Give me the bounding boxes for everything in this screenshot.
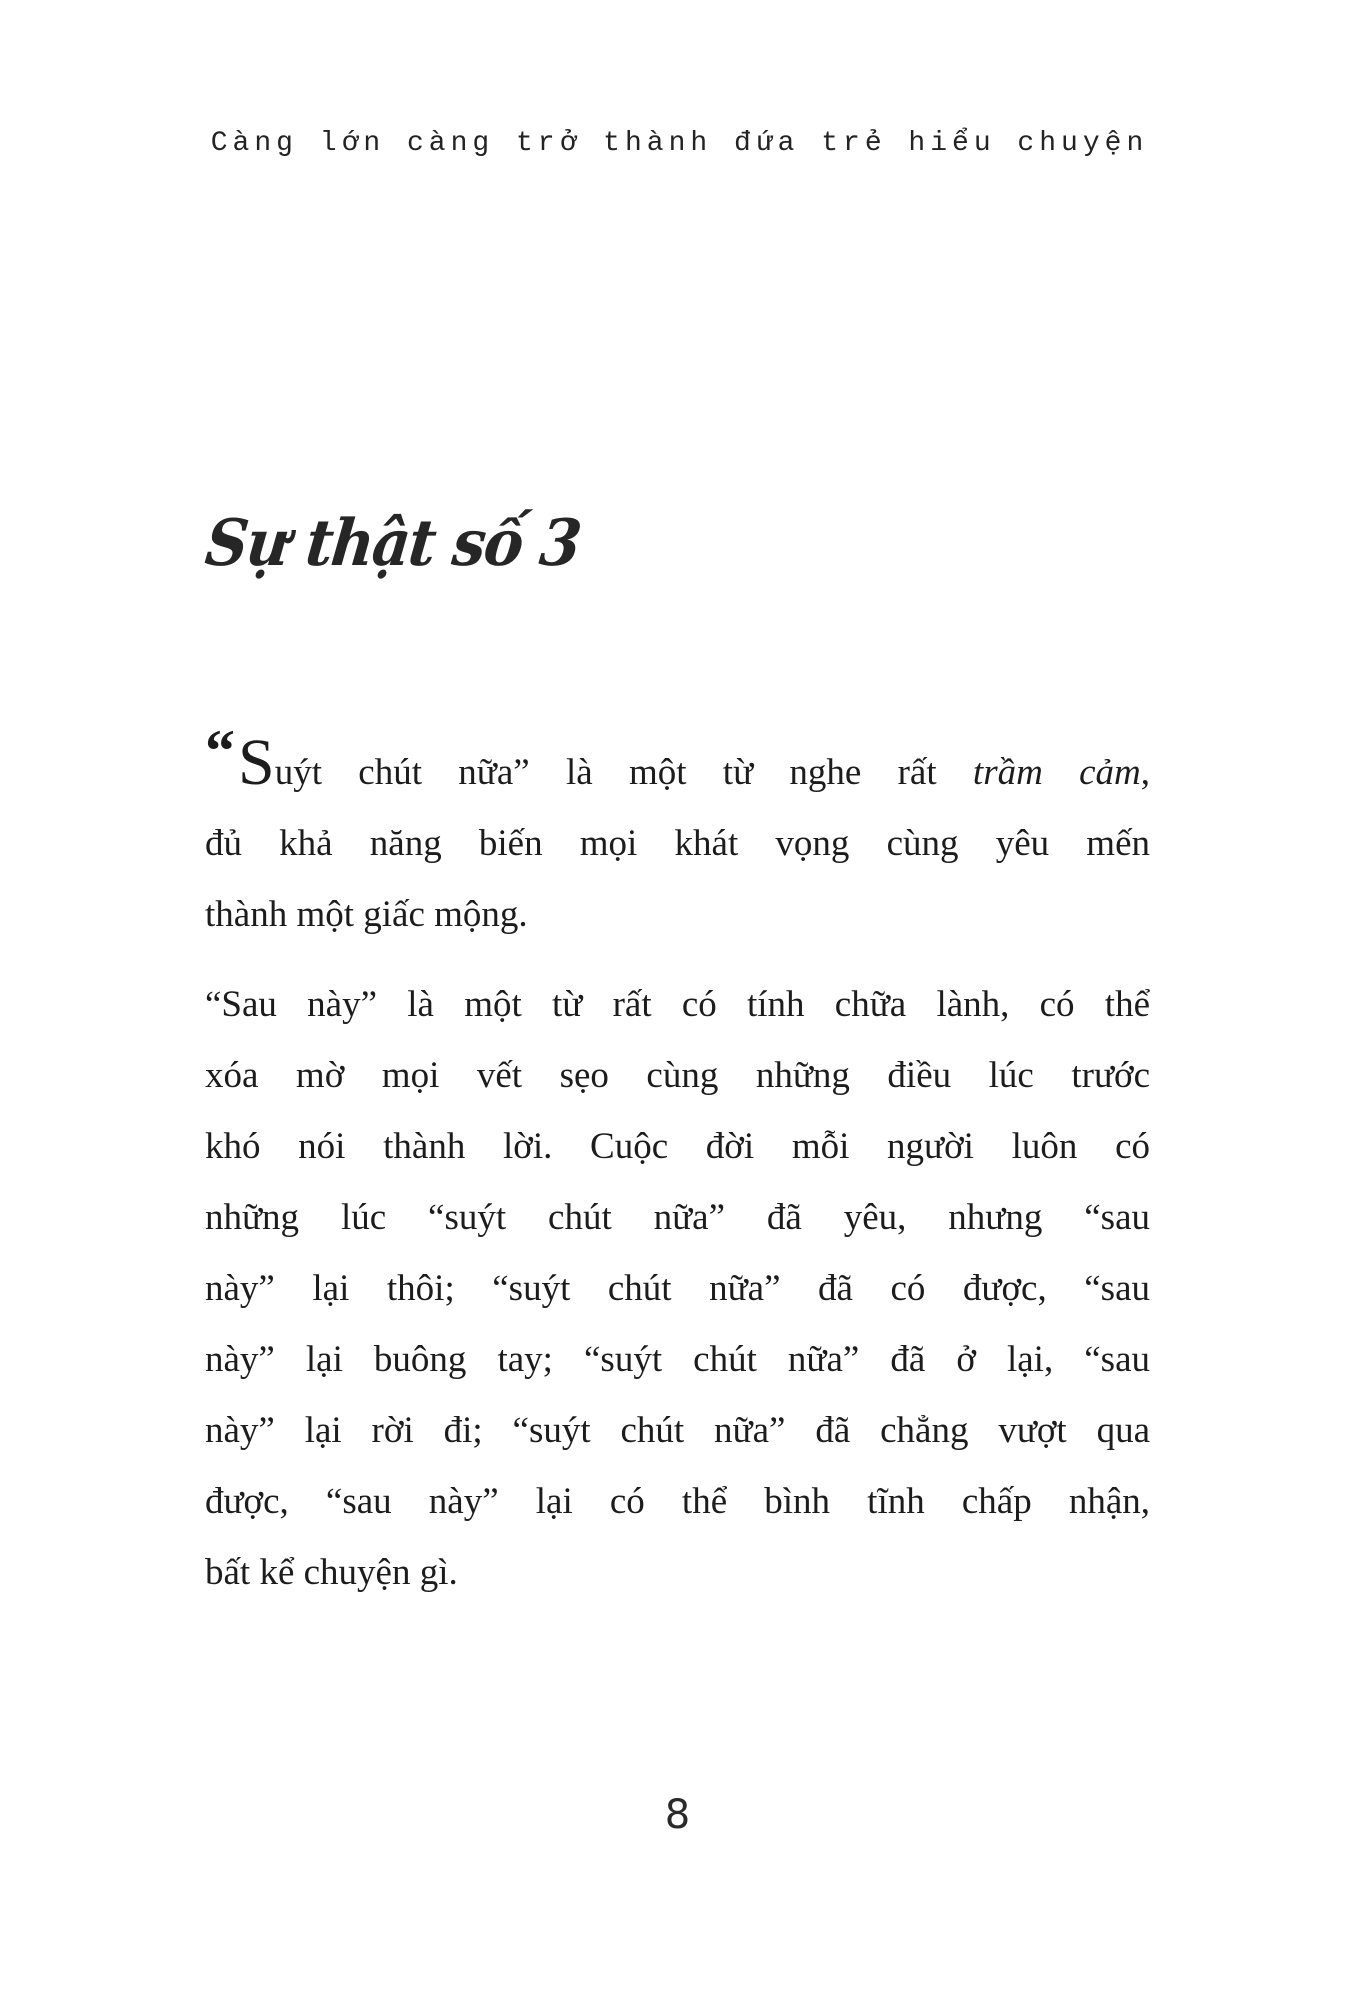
page-number: 8 bbox=[664, 1792, 691, 1838]
paragraph-1-text-before-italic: uýt chút nữa” là một từ nghe rất bbox=[274, 752, 973, 793]
paragraph-1 bbox=[205, 718, 1150, 950]
opening-quote-mark: “ bbox=[205, 718, 235, 784]
paragraph-2-line-4: những lúc “suýt chút nữa” đã yêu, nhưng “sau bbox=[205, 1197, 1150, 1238]
paragraph-1-line-1 bbox=[205, 718, 1150, 808]
body-text bbox=[205, 718, 1150, 1608]
paragraph-2 bbox=[205, 969, 1150, 1608]
paragraph-2-line-2: xóa mờ mọi vết sẹo cùng những điều lúc trước bbox=[205, 1055, 1150, 1096]
paragraph-2-line-6: này” lại buông tay; “suýt chút nữa” đã ở lại, “sau bbox=[205, 1339, 1150, 1380]
initial-capital: S bbox=[238, 726, 275, 799]
paragraph-2-line-8: được, “sau này” lại có thể bình tĩnh chấp nhận, bbox=[205, 1481, 1150, 1522]
paragraph-1-text-after-italic: , bbox=[1140, 752, 1150, 793]
chapter-title: Sự thật số 3 bbox=[202, 506, 584, 581]
paragraph-1-line-3: thành một giấc mộng. bbox=[205, 894, 528, 935]
paragraph-1-italic-phrase: trầm cảm bbox=[972, 752, 1141, 793]
paragraph-2-line-7: này” lại rời đi; “suýt chút nữa” đã chẳng vượt qua bbox=[205, 1410, 1150, 1451]
running-head: Càng lớn càng trở thành đứa trẻ hiểu chuyện bbox=[210, 128, 1149, 159]
paragraph-2-line-1: “Sau này” là một từ rất có tính chữa lành, có thể bbox=[205, 984, 1150, 1025]
paragraph-1-line-2: đủ khả năng biến mọi khát vọng cùng yêu mến bbox=[205, 823, 1150, 864]
paragraph-2-line-5: này” lại thôi; “suýt chút nữa” đã có được, “sau bbox=[205, 1268, 1150, 1309]
paragraph-2-line-3: khó nói thành lời. Cuộc đời mỗi người luôn có bbox=[205, 1126, 1150, 1167]
paragraph-2-line-9: bất kể chuyện gì. bbox=[205, 1552, 458, 1593]
